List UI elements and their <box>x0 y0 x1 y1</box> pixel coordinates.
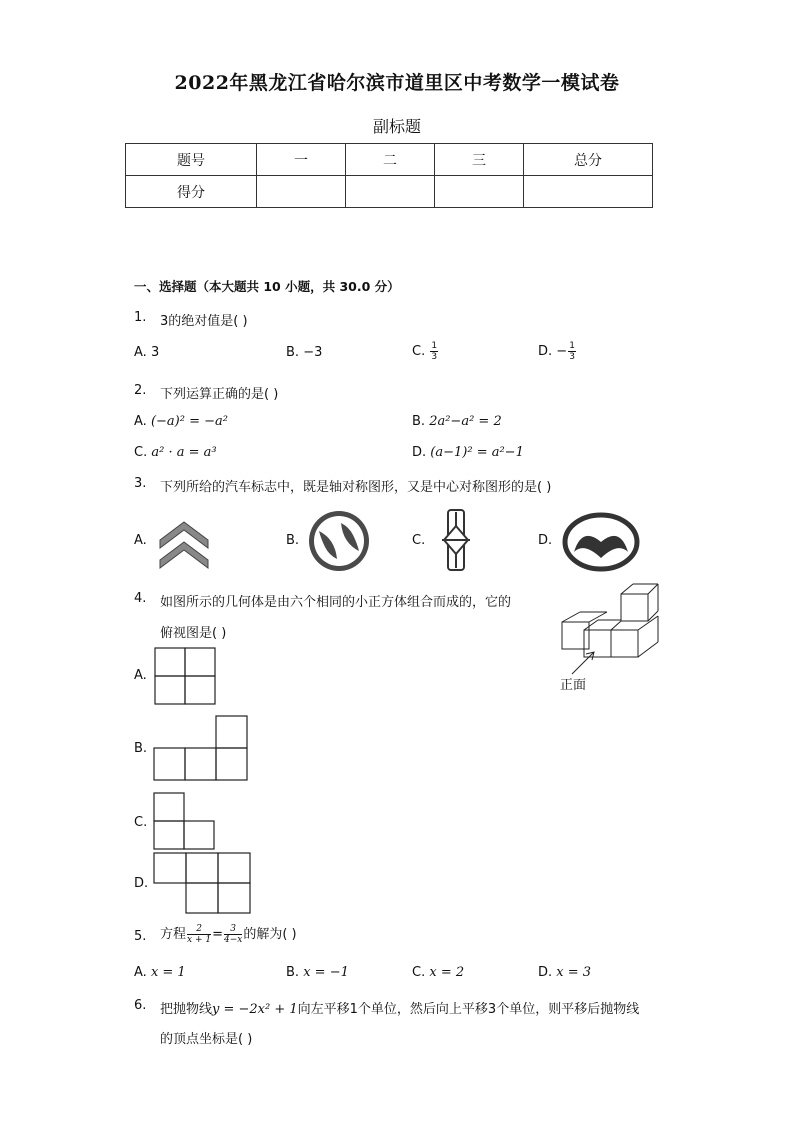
q2-option-a: A. (−a)² = −a² <box>134 414 228 429</box>
question-6-stem-line2: 的顶点坐标是( ) <box>160 1032 253 1047</box>
score-table <box>125 143 653 208</box>
q3-option-c-label: C. <box>412 533 426 548</box>
score-cell: 一 <box>257 144 346 176</box>
q5-option-c: C. x = 2 <box>412 965 465 980</box>
question-6-stem-line1: 把抛物线y = −2x² + 1向左平移1个单位，然后向上平移3个单位，则平移后抛物线 <box>160 1002 640 1017</box>
mazda-logo-icon <box>562 512 640 572</box>
dongfeng-logo-icon <box>307 509 371 573</box>
q1-option-d: D. − $\frac{1}{3}$ <box>538 341 575 362</box>
question-3-number: 3. <box>134 476 147 491</box>
fraction: $\frac{1}{3}$ <box>431 341 438 362</box>
q4-option-a-figure <box>154 647 216 705</box>
q1-option-a <box>134 345 159 360</box>
q4-option-a-label: A. <box>134 668 147 683</box>
q4-option-d-figure <box>153 852 251 914</box>
q3-option-b-label: B. <box>286 533 300 548</box>
q3-option-d-label: D. <box>538 533 553 548</box>
fraction: $\frac{3}{4-x}$ <box>224 924 243 945</box>
q4-option-d-label: D. <box>134 876 149 891</box>
question-3-stem: 下列所给的汽车标志中，既是轴对称图形，又是中心对称图形的是( ) <box>160 480 552 495</box>
q5-option-d: D. x = 3 <box>538 965 592 980</box>
q2-option-d: D. (a−1)² = a²−1 <box>412 445 524 460</box>
question-1-number: 1. <box>134 310 147 325</box>
exam-subtitle: 副标题 <box>372 117 421 136</box>
q4-option-b-label: B. <box>134 741 148 756</box>
score-cell <box>435 176 524 208</box>
section-heading: 一、选择题（本大题共 10 小题，共 30.0 分） <box>134 279 400 294</box>
q4-option-c-figure <box>153 792 217 850</box>
fraction: $\frac{1}{3}$ <box>569 341 575 362</box>
fraction: $\frac{2}{x + 1}$ <box>187 924 212 945</box>
score-cell <box>346 176 435 208</box>
option-value: −3 <box>303 345 323 360</box>
q1-option-b <box>286 345 322 360</box>
score-cell: 得分 <box>126 176 257 208</box>
question-4-stem-line2: 俯视图是( ) <box>160 626 227 641</box>
question-2-stem: 下列运算正确的是( ) <box>160 387 279 402</box>
option-label: C. <box>412 344 426 359</box>
score-cell: 题号 <box>126 144 257 176</box>
question-1-stem: 3的绝对值是( ) <box>160 314 248 329</box>
option-value: 3 <box>150 345 160 360</box>
option-label: B. <box>286 345 300 360</box>
score-cell: 三 <box>435 144 524 176</box>
q2-option-b: B. 2a²−a² = 2 <box>412 414 502 429</box>
question-2-number: 2. <box>134 383 147 398</box>
option-label: A. <box>134 345 147 360</box>
question-5-stem: 方程 $\frac{2}{x + 1}$ = $\frac{3}{4-x}$ 的解为( ) <box>160 924 297 945</box>
q4-option-b-figure <box>153 715 249 781</box>
score-cell <box>524 176 653 208</box>
score-table-score-row <box>126 176 653 208</box>
q5-option-b: B. x = −1 <box>286 965 349 980</box>
score-cell <box>257 176 346 208</box>
q1-option-c <box>412 341 439 362</box>
score-table-header-row <box>126 144 653 176</box>
exam-title: 2022年黑龙江省哈尔滨市道里区中考数学一模试卷 <box>174 72 620 94</box>
question-4-stem-line1: 如图所示的几何体是由六个相同的小正方体组合而成的，它的 <box>160 595 512 610</box>
score-cell: 二 <box>346 144 435 176</box>
q4-option-c-label: C. <box>134 815 148 830</box>
front-view-label: 正面 <box>560 678 587 693</box>
citroen-logo-icon <box>152 510 216 574</box>
option-label: D. <box>538 344 553 359</box>
q5-option-a: A. x = 1 <box>134 965 186 980</box>
question-4-number: 4. <box>134 591 147 606</box>
question-5-number: 5. <box>134 929 147 944</box>
score-cell: 总分 <box>524 144 653 176</box>
q2-option-c: C. a² · a = a³ <box>134 445 217 460</box>
question-6-number: 6. <box>134 998 147 1013</box>
q3-option-a-label: A. <box>134 533 147 548</box>
lincoln-logo-icon <box>424 508 488 572</box>
